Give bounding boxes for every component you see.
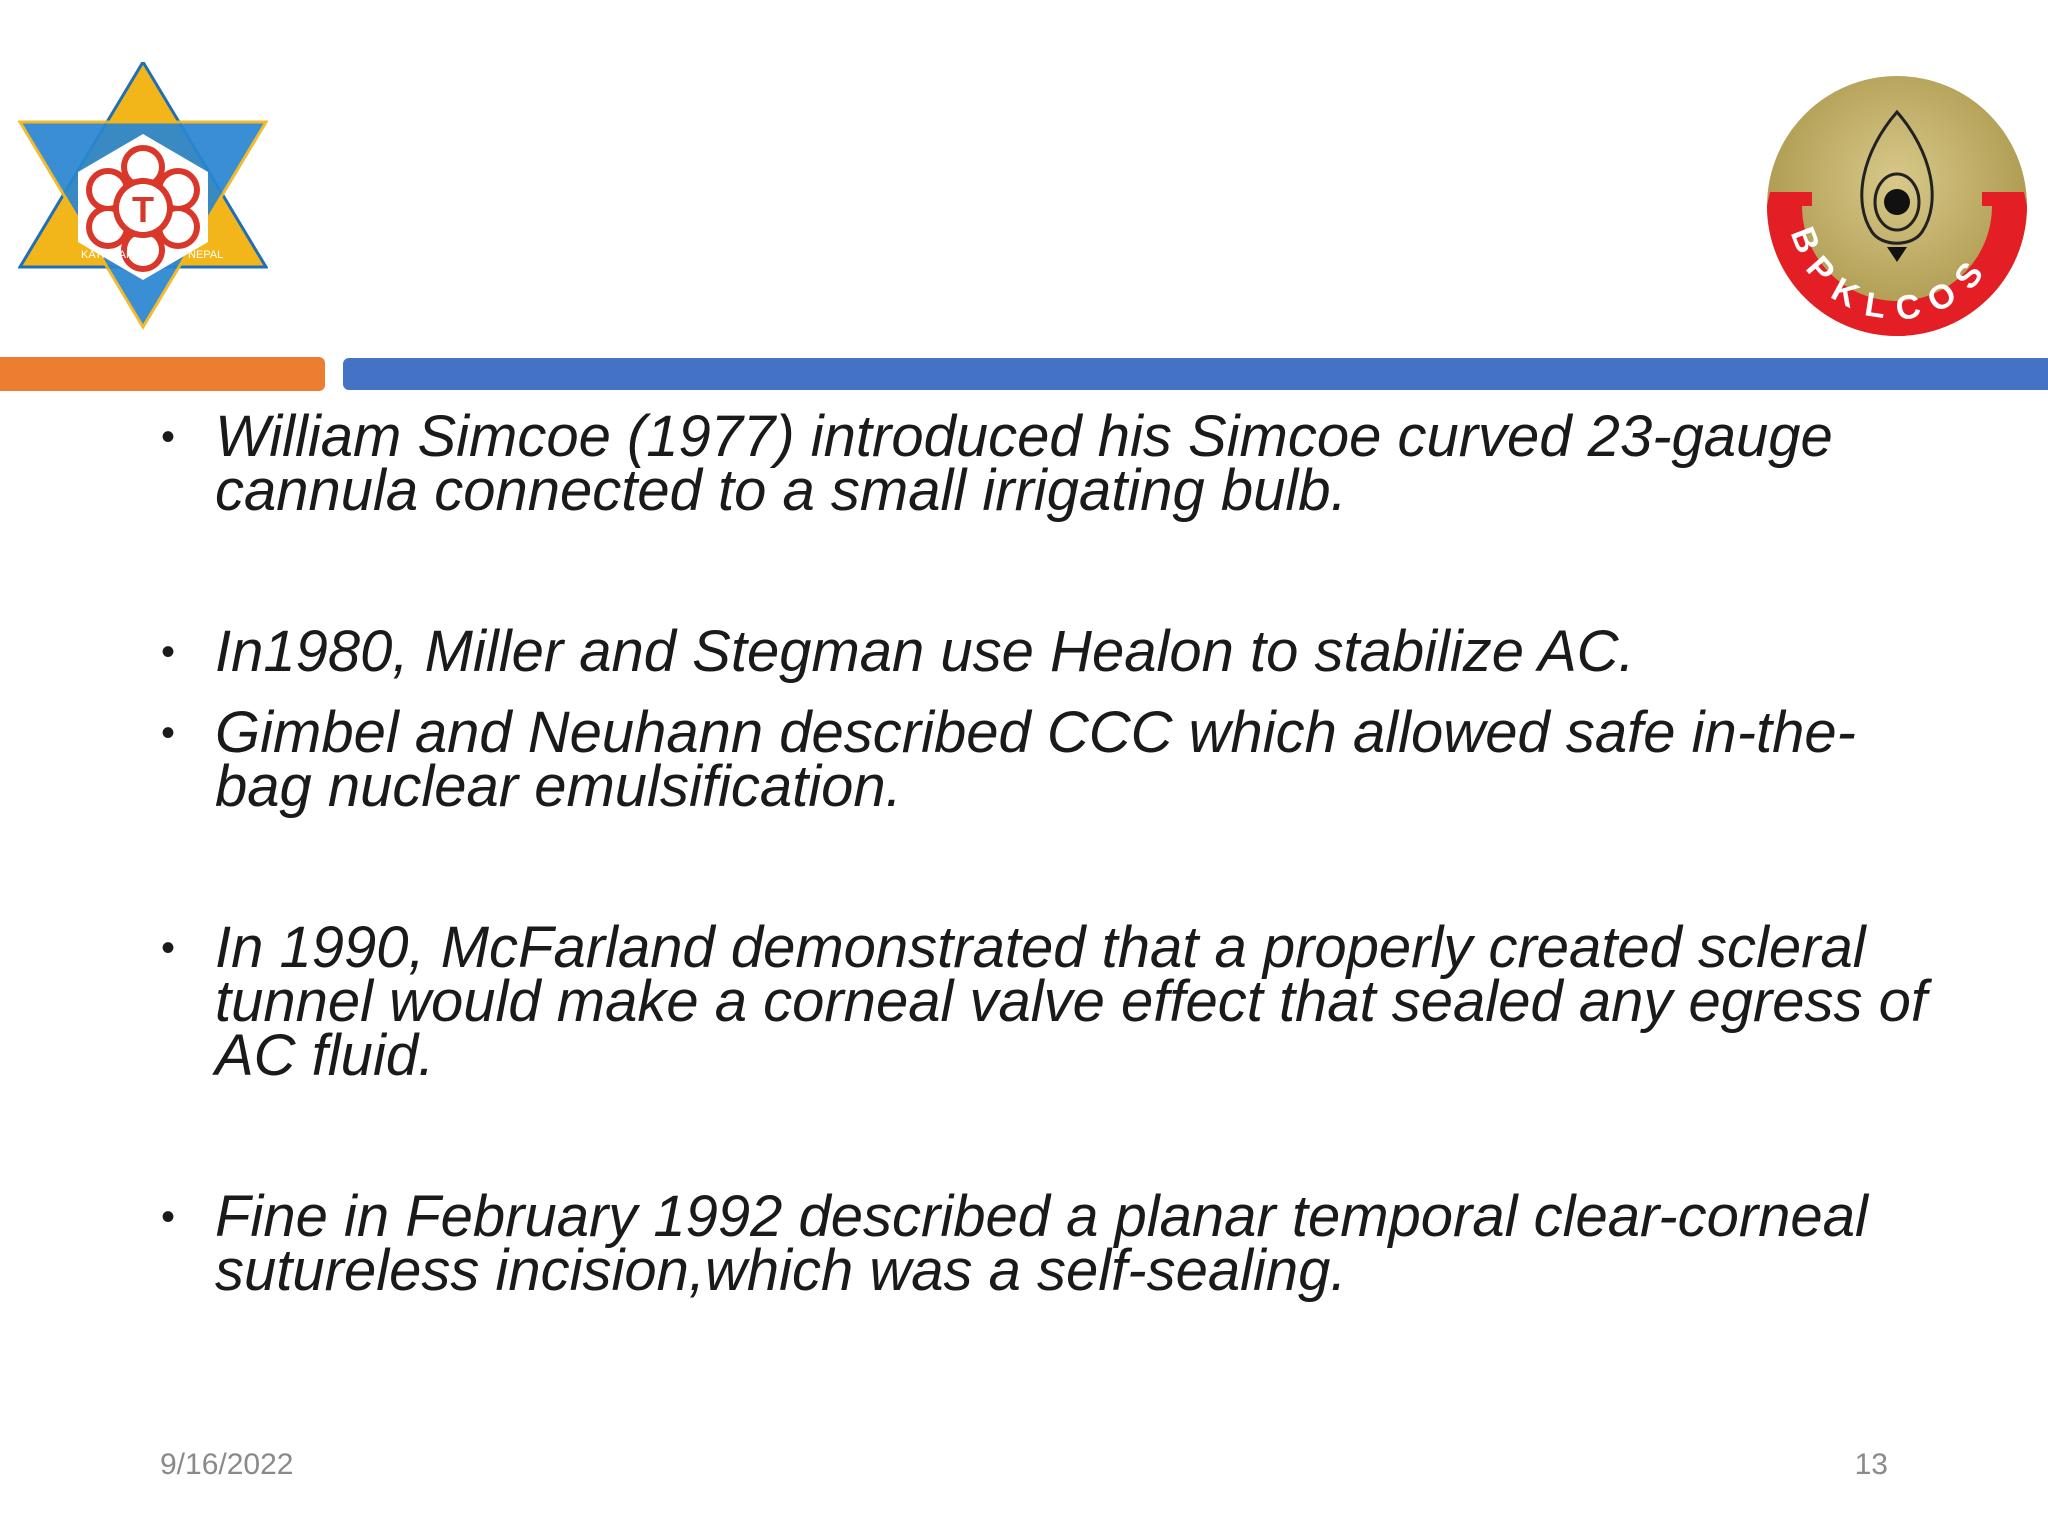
bullet-dot: • xyxy=(161,1195,176,1239)
bullet-dot: • xyxy=(161,926,176,970)
tribhuvan-university-logo xyxy=(18,62,268,332)
bullet-text: Gimbel and Neuhann described CCC which allowed safe in-the-bag nuclear emulsification. xyxy=(215,700,1856,819)
list-item xyxy=(155,1184,1935,1303)
slide-date: 9/16/2022 xyxy=(160,1448,294,1481)
bullet-dot: • xyxy=(161,630,176,674)
slide-number: 13 xyxy=(1854,1448,1888,1481)
logo-text-right: NEPAL xyxy=(188,249,224,261)
bullet-dot: • xyxy=(161,711,176,755)
bullet-text: Fine in February 1992 described a planar temporal clear-corneal sutureless incision,which was a self-sealing. xyxy=(215,1184,1868,1303)
accent-bar-blue xyxy=(343,358,2048,390)
logo-text: BPKLCOS xyxy=(1782,221,2000,329)
bullet-text: William Simcoe (1977) introduced his Simcoe curved 23-gauge cannula connected to a small irrigating bulb. xyxy=(215,404,1833,523)
bpklcos-logo xyxy=(1752,72,2042,340)
list-item xyxy=(155,404,1935,523)
list-item xyxy=(155,700,1935,819)
logo-letter: T xyxy=(132,189,154,230)
list-item xyxy=(155,619,1935,684)
bullet-dot: • xyxy=(161,415,176,459)
list-item xyxy=(155,915,1935,1088)
logo-text-left: KATHMANDU xyxy=(81,249,150,261)
bullet-text: In1980, Miller and Stegman use Healon to stabilize AC. xyxy=(215,619,1635,684)
bullet-text: In 1990, McFarland demonstrated that a properly created scleral tunnel would make a corneal valve effect that sealed any egress of AC fluid. xyxy=(215,915,1928,1088)
accent-bar-orange xyxy=(0,357,325,391)
